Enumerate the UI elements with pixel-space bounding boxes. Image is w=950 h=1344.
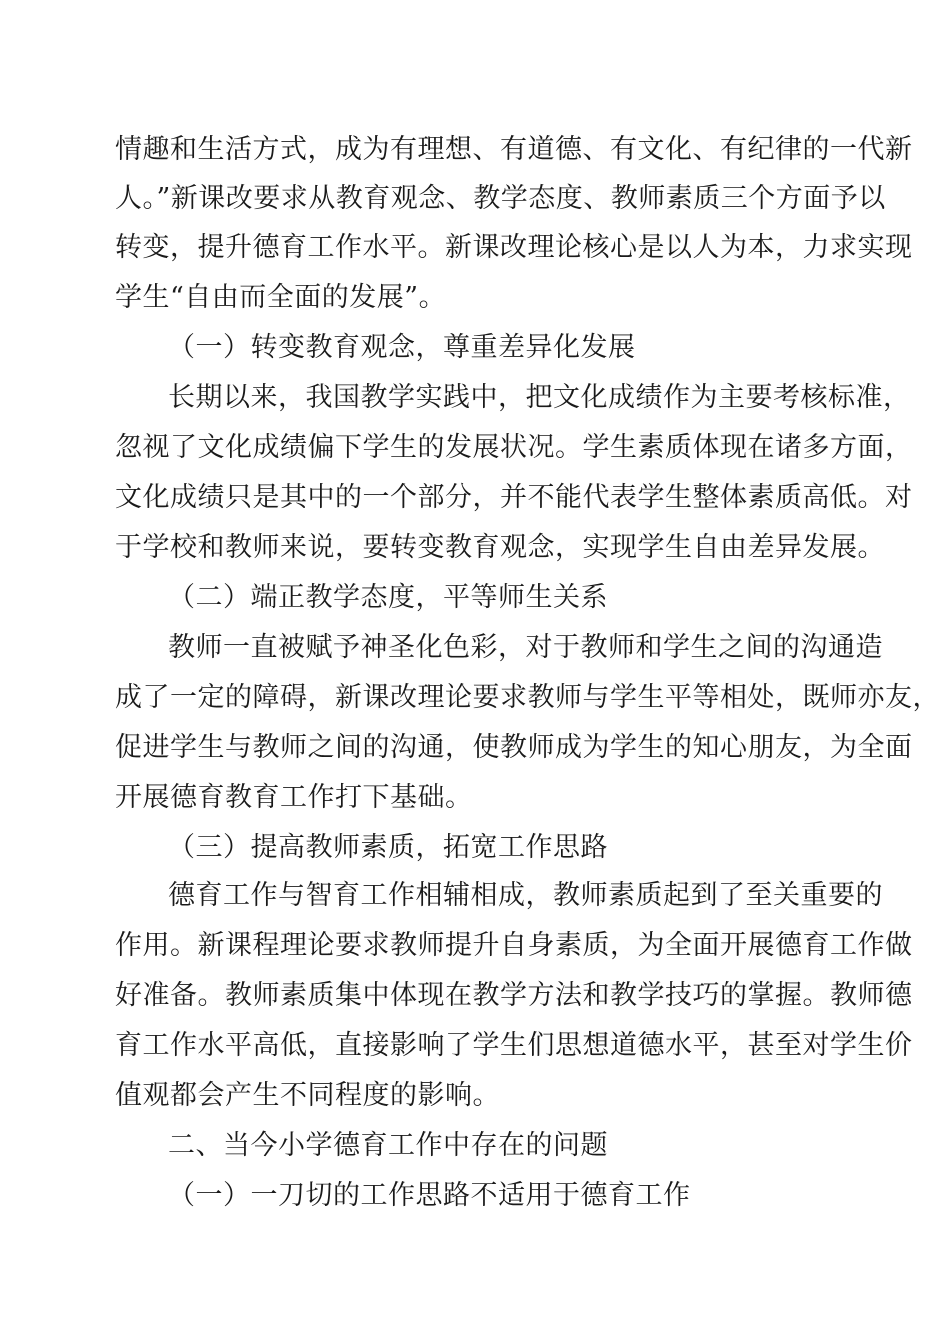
paragraph-line: 学生“自由而全面的发展”。: [115, 282, 447, 313]
paragraph-line: 德育工作与智育工作相辅相成，教师素质起到了至关重要的: [168, 880, 883, 911]
paragraph-line: 作用。新课程理论要求教师提升自身素质，为全面开展德育工作做: [115, 930, 913, 961]
paragraph-line: 教师一直被赋予神圣化色彩，对于教师和学生之间的沟通造: [168, 632, 883, 663]
paragraph-line: 值观都会产生不同程度的影响。: [115, 1080, 500, 1111]
section-heading: （一）一刀切的工作思路不适用于德育工作: [168, 1180, 691, 1211]
paragraph-line: 人。”新课改要求从教育观念、教学态度、教师素质三个方面予以: [115, 183, 886, 214]
section-heading: （一）转变教育观念，尊重差异化发展: [168, 332, 636, 363]
paragraph-line: 于学校和教师来说，要转变教育观念，实现学生自由差异发展。: [115, 532, 885, 563]
paragraph-line: 开展德育教育工作打下基础。: [115, 782, 473, 813]
paragraph-line: 文化成绩只是其中的一个部分，并不能代表学生整体素质高低。对: [115, 482, 913, 513]
section-heading: （三）提高教师素质，拓宽工作思路: [168, 832, 608, 863]
chapter-heading: 二、当今小学德育工作中存在的问题: [168, 1130, 608, 1161]
section-heading: （二）端正教学态度，平等师生关系: [168, 582, 608, 613]
paragraph-line: 促进学生与教师之间的沟通，使教师成为学生的知心朋友，为全面: [115, 732, 913, 763]
paragraph-line: 情趣和生活方式，成为有理想、有道德、有文化、有纪律的一代新: [115, 134, 913, 165]
paragraph-line: 好准备。教师素质集中体现在教学方法和教学技巧的掌握。教师德: [115, 980, 913, 1011]
paragraph-line: 转变，提升德育工作水平。新课改理论核心是以人为本，力求实现: [115, 232, 913, 263]
paragraph-line: 成了一定的障碍，新课改理论要求教师与学生平等相处，既师亦友，: [115, 682, 940, 713]
paragraph-line: 育工作水平高低，直接影响了学生们思想道德水平，甚至对学生价: [115, 1030, 913, 1061]
paragraph-line: 长期以来，我国教学实践中，把文化成绩作为主要考核标准，: [168, 382, 911, 413]
paragraph-line: 忽视了文化成绩偏下学生的发展状况。学生素质体现在诸多方面，: [115, 432, 913, 463]
